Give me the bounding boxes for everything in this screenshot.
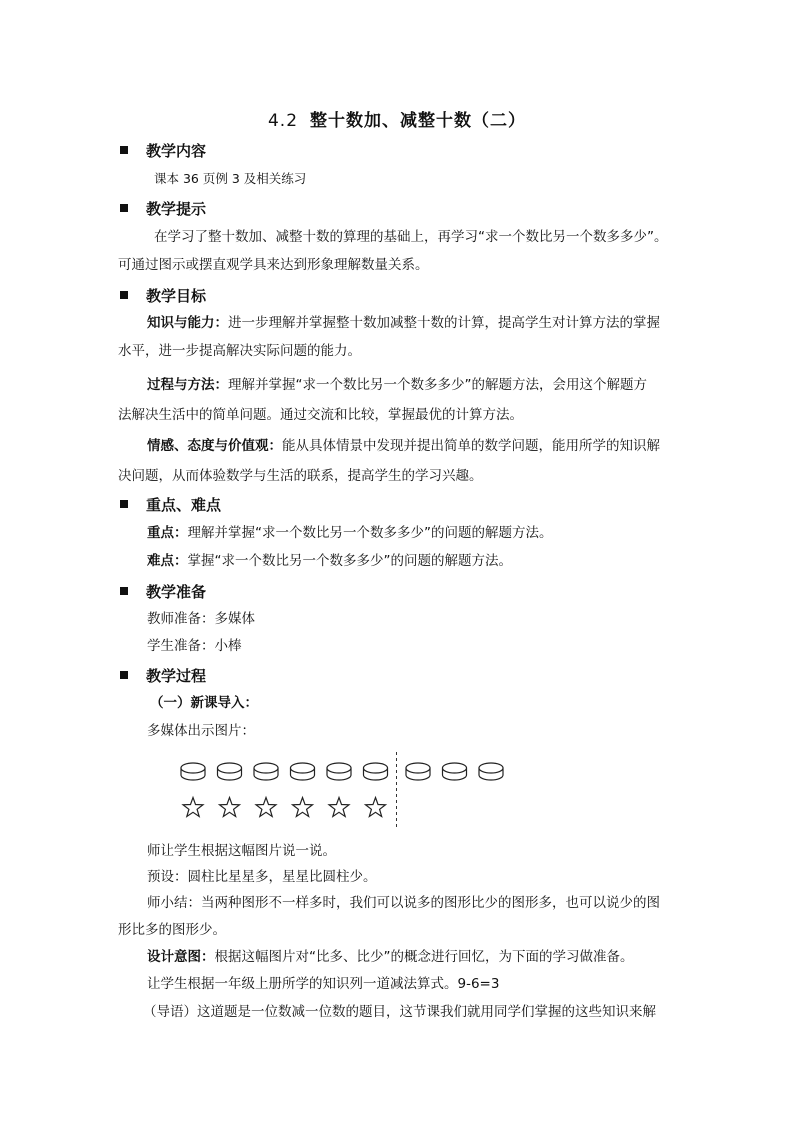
cylinder-icon: [364, 763, 388, 780]
difficult-label: 难点：: [147, 553, 188, 569]
cylinder-icon: [218, 763, 242, 780]
cylinder-icon: [327, 763, 351, 780]
star-icon: [256, 798, 276, 817]
after-line-2: 预设：圆柱比星星多，星星比圆柱少。: [147, 869, 377, 885]
lesson-title-text: 整十数加、减整十数（二）: [310, 111, 527, 131]
star-icon: [293, 798, 313, 817]
summary-line-1: 师小结：当两种图形不一样多时，我们可以说多的图形比少的图形多，也可以说少的图: [147, 895, 660, 911]
step-1-show: 多媒体出示图片：: [147, 723, 255, 739]
goal-process-text: 理解并掌握“求一个数比另一个数多多少”的解题方法，会用这个解题方: [228, 377, 647, 393]
design-label: 设计意图：: [147, 949, 215, 965]
goal-emotion-line-2: 决问题，从而体验数学与生活的联系，提高学生的学习兴趣。: [118, 468, 483, 484]
goal-emotion-text: 能从具体情景中发现并提出简单的数学问题，能用所学的知识解: [282, 438, 660, 454]
star-icon: [220, 798, 240, 817]
goal-emotion-label: 情感、态度与价值观：: [147, 438, 282, 454]
cylinder-icon: [406, 763, 430, 780]
section-label: 教学准备: [146, 583, 207, 601]
goal-knowledge-line-2: 水平，进一步提高解决实际问题的能力。: [118, 343, 361, 359]
goal-process-line-2: 法解决生活中的简单问题。通过交流和比较，掌握最优的计算方法。: [118, 407, 523, 423]
hint-line-1: 在学习了整十数加、减整十数的算理的基础上，再学习“求一个数比另一个数多多少”。: [154, 229, 668, 245]
star-icon: [366, 798, 386, 817]
lesson-number: 4.2: [267, 111, 299, 131]
key-label: 重点：: [147, 525, 188, 541]
cylinder-icon: [181, 763, 205, 780]
cylinder-icon: [254, 763, 278, 780]
difficult-text: 掌握“求一个数比另一个数多多少”的问题的解题方法。: [187, 553, 512, 569]
design-text: 根据这幅图片对“比多、比少”的概念进行回忆，为下面的学习做准备。: [214, 949, 634, 965]
section-label: 教学内容: [146, 142, 207, 160]
prep-student: 学生准备：小棒: [147, 638, 242, 654]
formula-line: 让学生根据一年级上册所学的知识列一道减法算式。9-6=3: [147, 976, 500, 992]
goal-knowledge-text: 进一步理解并掌握整十数加减整十数的计算，提高学生对计算方法的掌握: [228, 315, 660, 331]
star-icon: [329, 798, 349, 817]
cylinder-icon: [479, 763, 503, 780]
goal-process-label: 过程与方法：: [147, 377, 228, 393]
summary-line-2: 形比多的图形少。: [118, 922, 226, 938]
section-label: 教学目标: [146, 287, 207, 305]
star-icon: [183, 798, 203, 817]
design-intent: [147, 948, 634, 966]
key-text: 理解并掌握“求一个数比另一个数多多少”的问题的解题方法。: [187, 525, 553, 541]
section-label: 教学过程: [146, 667, 207, 685]
cylinder-icon: [291, 763, 315, 780]
section-label: 教学提示: [146, 200, 207, 218]
step-1-title: （一）新课导入：: [150, 695, 258, 711]
cylinder-icon: [443, 763, 467, 780]
goal-knowledge-label: 知识与能力：: [147, 315, 228, 331]
content-text: 课本 36 页例 3 及相关练习: [154, 171, 307, 186]
hint-line-2: 可通过图示或摆直观学具来达到形象理解数量关系。: [118, 257, 429, 273]
after-line-1: 师让学生根据这幅图片说一说。: [147, 843, 336, 859]
section-label: 重点、难点: [146, 496, 222, 514]
lead-line: （导语）这道题是一位数减一位数的题目，这节课我们就用同学们掌握的这些知识来解: [143, 1004, 656, 1020]
prep-teacher: 教师准备：多媒体: [147, 611, 255, 627]
